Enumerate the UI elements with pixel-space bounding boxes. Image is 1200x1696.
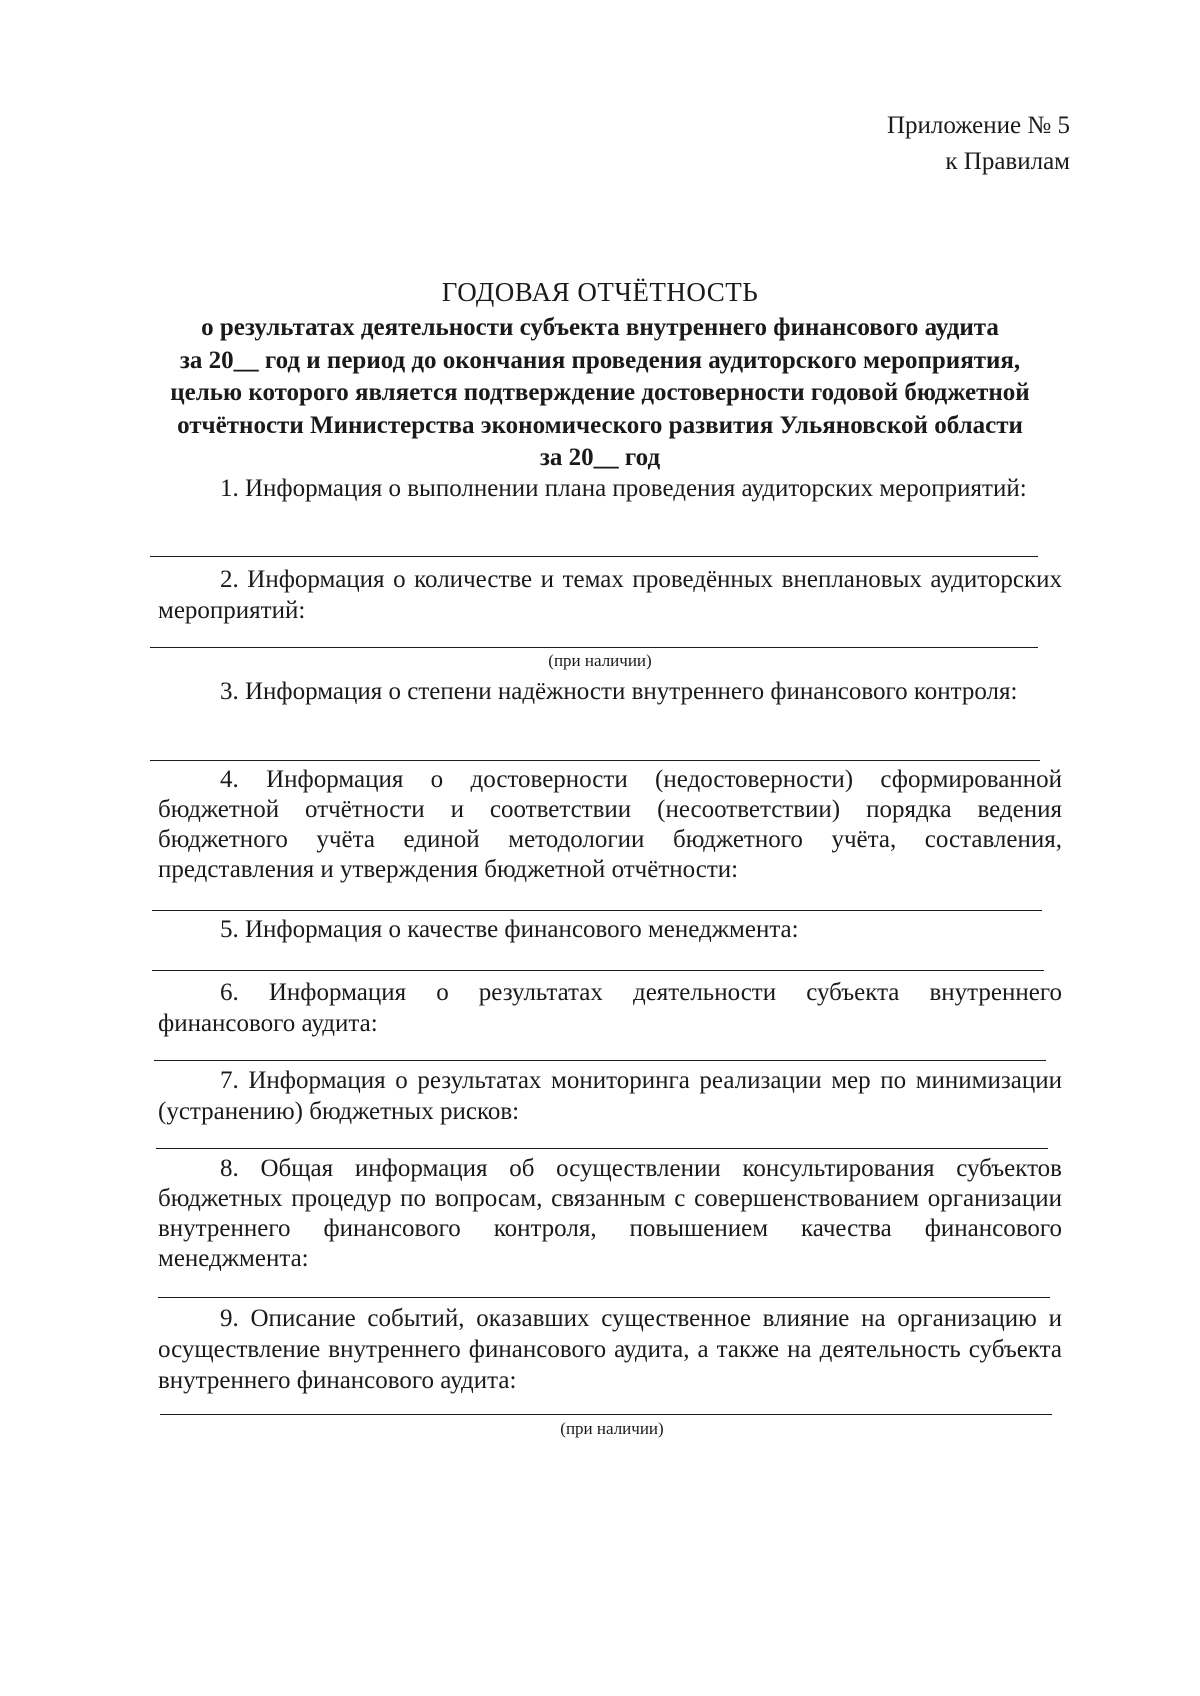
section-9-text: 9. Описание событий, оказавших существенное влияние на организацию и осуществление внутреннего финансового аудита, а также на деятельность субъекта внутреннего финансового аудита: [158, 1305, 1062, 1394]
section-9-note: (при наличии) [560, 1419, 664, 1438]
section-3-text: 3. Информация о степени надёжности внутреннего финансового контроля: [220, 678, 1018, 705]
section-6 [158, 977, 1062, 1039]
section-5-fill-line[interactable] [152, 970, 1044, 971]
section-4 [158, 765, 1062, 885]
section-1 [158, 473, 1062, 504]
section-1-text: 1. Информация о выполнении плана проведения аудиторских мероприятий: [220, 475, 1027, 502]
section-4-fill-line[interactable] [152, 910, 1042, 911]
section-7 [158, 1065, 1062, 1127]
title-line-3: целью которого является подтверждение достоверности годовой бюджетной [170, 379, 1030, 406]
section-6-text: 6. Информация о результатах деятельности субъекта внутреннего финансового аудита: [158, 979, 1062, 1037]
appendix-reference [887, 108, 1070, 180]
section-9 [158, 1303, 1062, 1396]
section-7-text: 7. Информация о результатах мониторинга реализации мер по минимизации (устранению) бюджетных рисков: [158, 1067, 1062, 1125]
section-4-text: 4. Информация о достоверности (недостоверности) сформированной бюджетной отчётности и соответствии (несоответствии) порядка ведения бюджетного учёта единой методологии бюджетного учёта, составления, представления и утверждения бюджетной отчётности: [158, 766, 1062, 883]
section-6-fill-line[interactable] [154, 1060, 1046, 1061]
section-9-fill-line[interactable] [160, 1414, 1052, 1415]
section-8-fill-line[interactable] [158, 1297, 1050, 1298]
section-3-fill-line[interactable] [150, 760, 1040, 761]
title-main: ГОДОВАЯ ОТЧЁТНОСТЬ [441, 277, 759, 307]
section-2-text: 2. Информация о количестве и темах проведённых внеплановых аудиторских мероприятий: [158, 566, 1062, 624]
appendix-rules: к Правилам [945, 148, 1070, 175]
title-line-2: за 20__ год и период до окончания проведения аудиторского мероприятия, [179, 346, 1021, 374]
section-1-fill-line[interactable] [150, 556, 1038, 557]
section-7-fill-line[interactable] [156, 1148, 1048, 1149]
section-5 [158, 914, 1062, 945]
section-5-text: 5. Информация о качестве финансового менеджмента: [220, 916, 799, 943]
title-line-1: о результатах деятельности субъекта внутреннего финансового аудита [201, 314, 999, 341]
section-8-text: 8. Общая информация об осуществлении консультирования субъектов бюджетных процедур по вопросам, связанным с совершенствованием организации внутреннего финансового контроля, повышением качества финансового менеджмента: [158, 1155, 1062, 1272]
section-3 [158, 676, 1062, 707]
section-8 [158, 1154, 1062, 1274]
title-line-5: за 20__ год [539, 444, 661, 471]
document-title [140, 272, 1060, 475]
section-2 [158, 564, 1062, 626]
section-2-fill-line[interactable] [150, 647, 1038, 648]
appendix-number: Приложение № 5 [886, 112, 1070, 139]
section-2-note: (при наличии) [548, 651, 652, 670]
title-line-4: отчётности Министерства экономического развития Ульяновской области [177, 411, 1023, 439]
